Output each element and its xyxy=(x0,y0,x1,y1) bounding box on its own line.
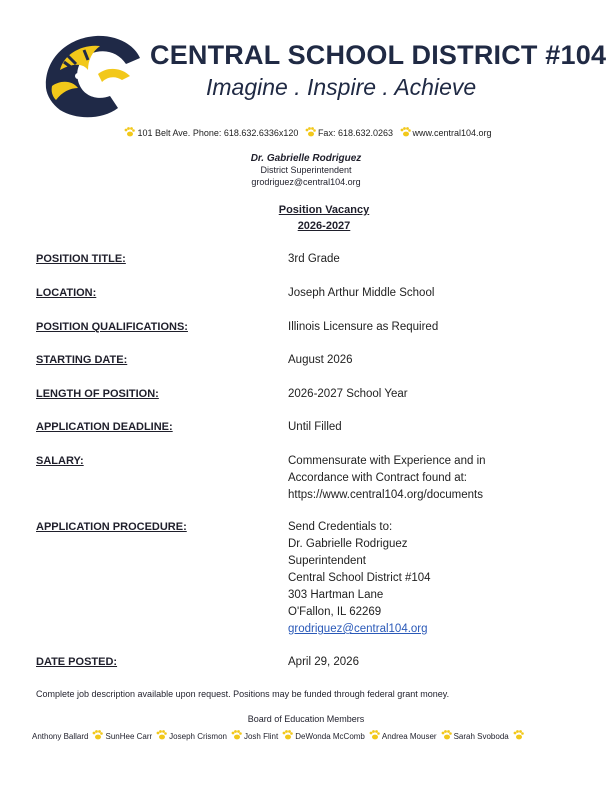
paw-icon xyxy=(231,730,242,740)
address-text: 101 Belt Ave. Phone: 618.632.6336x120 xyxy=(137,128,299,138)
field-label-salary: SALARY: xyxy=(36,455,84,467)
paw-icon xyxy=(92,730,103,740)
field-label-length: LENGTH OF POSITION: xyxy=(36,388,159,400)
board-member: Sarah Svoboda xyxy=(453,732,509,741)
field-value-deadline: Until Filled xyxy=(288,421,342,433)
field-value-date-posted: April 29, 2026 xyxy=(288,656,359,668)
superintendent-name: Dr. Gabrielle Rodriguez xyxy=(250,153,362,164)
field-label-procedure: APPLICATION PROCEDURE: xyxy=(36,521,187,533)
website-link[interactable]: www.central104.org xyxy=(412,128,492,138)
field-label-qualifications: POSITION QUALIFICATIONS: xyxy=(36,321,188,333)
field-value-length: 2026-2027 School Year xyxy=(288,388,408,400)
paw-icon xyxy=(400,127,411,137)
district-name: CENTRAL SCHOOL DISTRICT #104 xyxy=(150,40,607,70)
field-label-deadline: APPLICATION DEADLINE: xyxy=(36,421,173,433)
paw-icon xyxy=(282,730,293,740)
paw-icon xyxy=(124,127,135,137)
paw-icon xyxy=(305,127,316,137)
district-tagline: Imagine . Inspire . Achieve xyxy=(206,74,477,100)
field-value-position-title: 3rd Grade xyxy=(288,253,340,265)
paw-icon xyxy=(441,730,452,740)
board-member: SunHee Carr xyxy=(105,732,153,741)
field-label-date-posted: DATE POSTED: xyxy=(36,656,118,668)
application-email-link[interactable]: grodriguez@central104.org xyxy=(288,623,428,635)
paw-icon xyxy=(513,730,524,740)
board-members xyxy=(32,730,526,741)
board-member: DeWonda McComb xyxy=(295,732,365,741)
vacancy-heading: Position Vacancy xyxy=(278,204,370,216)
superintendent-email: grodriguez@central104.org xyxy=(251,177,361,187)
contact-line xyxy=(0,127,612,138)
field-value-salary: Commensurate with Experience and in Accordance with Contract found at: https://www.central104.org/documents xyxy=(288,455,486,501)
board-heading: Board of Education Members xyxy=(247,714,365,724)
paw-icon xyxy=(156,730,167,740)
footer-note: Complete job description available upon request. Positions may be funded through federal grant money. xyxy=(36,689,450,699)
board-member: Joseph Crismon xyxy=(169,732,227,741)
field-value-qualifications: Illinois Licensure as Required xyxy=(288,321,439,333)
field-label-position-title: POSITION TITLE: xyxy=(36,253,126,265)
board-member: Andrea Mouser xyxy=(381,732,437,741)
field-label-location: LOCATION: xyxy=(36,287,97,299)
paw-icon xyxy=(369,730,380,740)
board-member: Anthony Ballard xyxy=(32,732,89,741)
vacancy-year: 2026-2027 xyxy=(297,220,351,232)
tiger-logo-icon xyxy=(38,30,142,122)
field-value-starting-date: August 2026 xyxy=(288,354,353,366)
board-member: Josh Flint xyxy=(243,732,279,741)
field-label-starting-date: STARTING DATE: xyxy=(36,354,128,366)
field-value-procedure: Send Credentials to: Dr. Gabrielle Rodriguez Superintendent Central School District #104 303 Hartman Lane O'Fallon, IL 62269 grodriguez@central104.org xyxy=(288,519,431,638)
fax-text: Fax: 618.632.0263 xyxy=(317,128,393,138)
superintendent-title: District Superintendent xyxy=(260,165,352,175)
field-value-location: Joseph Arthur Middle School xyxy=(288,287,435,299)
